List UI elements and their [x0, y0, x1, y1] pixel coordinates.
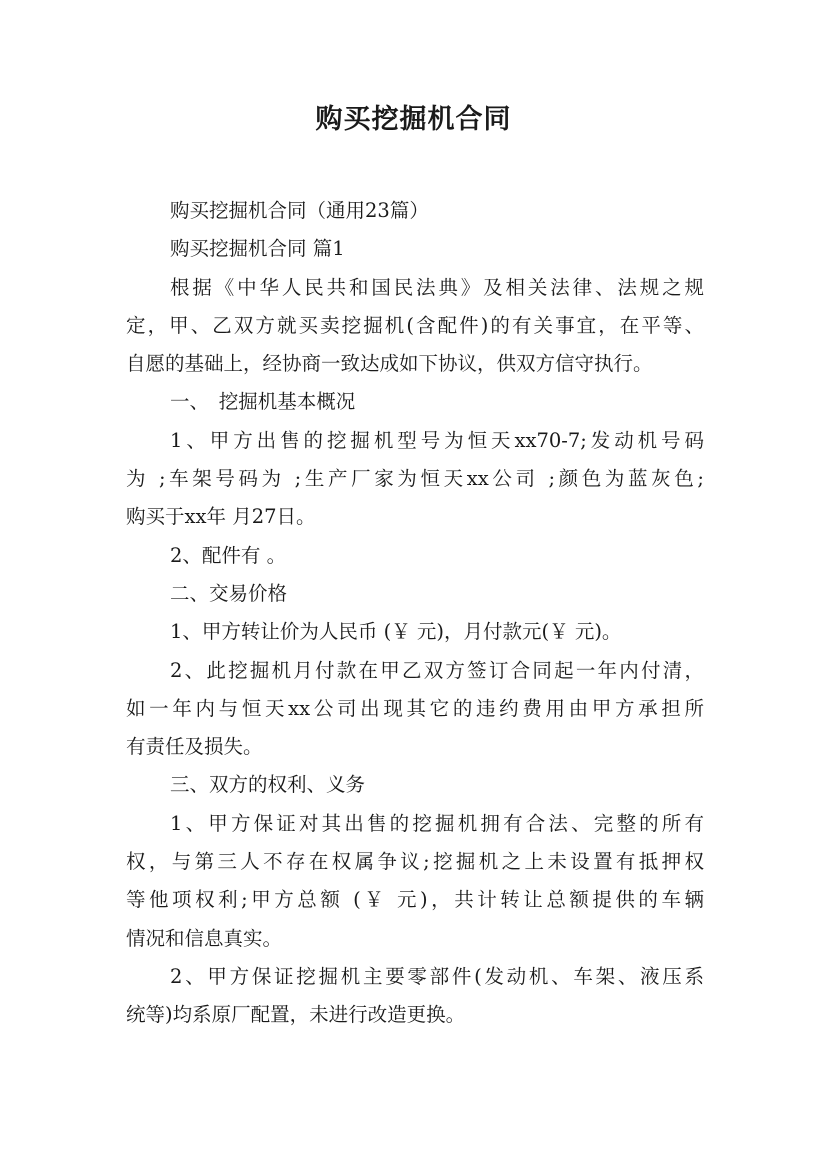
paragraph-line: 1、甲方保证对其出售的挖掘机拥有合法、完整的所有	[170, 811, 704, 835]
paragraph-line: 2、此挖掘机月付款在甲乙双方签订合同起一年内付清，	[170, 658, 704, 682]
paragraph-line: 三、双方的权利、义务	[170, 773, 366, 797]
paragraph-line: 统等)均系原厂配置，未进行改造更换。	[126, 1003, 466, 1027]
paragraph-line: 购买于xx年 月27日。	[126, 505, 316, 529]
paragraph-line: 一、 挖掘机基本概况	[170, 390, 356, 414]
paragraph-line: 购买挖掘机合同 篇1	[170, 237, 345, 261]
paragraph-line: 情况和信息真实。	[126, 926, 283, 950]
paragraph-line: 有责任及损失。	[126, 735, 263, 759]
paragraph-line: 等他项权利;甲方总额 (￥ 元)，共计转让总额提供的车辆	[126, 888, 704, 912]
document-body	[126, 192, 704, 1035]
paragraph-line: 2、甲方保证挖掘机主要零部件(发动机、车架、液压系	[170, 964, 704, 988]
paragraph-line: 二、交易价格	[170, 581, 288, 605]
paragraph-line: 定，甲、乙双方就买卖挖掘机(含配件)的有关事宜，在平等、	[126, 313, 704, 337]
paragraph-line: 为 ;车架号码为 ;生产厂家为恒天xx公司 ;颜色为蓝灰色;	[126, 467, 704, 491]
paragraph-line: 权，与第三人不存在权属争议;挖掘机之上未设置有抵押权	[126, 850, 704, 874]
paragraph-line: 2、配件有 。	[170, 543, 287, 567]
paragraph-line: 根据《中华人民共和国民法典》及相关法律、法规之规	[170, 275, 704, 299]
paragraph-line: 1、甲方转让价为人民币 (￥ 元)，月付款元(￥ 元)。	[170, 620, 622, 644]
paragraph-line: 如一年内与恒天xx公司出现其它的违约费用由甲方承担所	[126, 696, 704, 720]
paragraph-line: 1、甲方出售的挖掘机型号为恒天xx70-7;发动机号码	[170, 428, 704, 452]
paragraph-line: 自愿的基础上，经协商一致达成如下协议，供双方信守执行。	[126, 352, 653, 376]
document-title: 购买挖掘机合同	[315, 104, 512, 135]
paragraph-line: 购买挖掘机合同（通用23篇）	[170, 199, 429, 222]
